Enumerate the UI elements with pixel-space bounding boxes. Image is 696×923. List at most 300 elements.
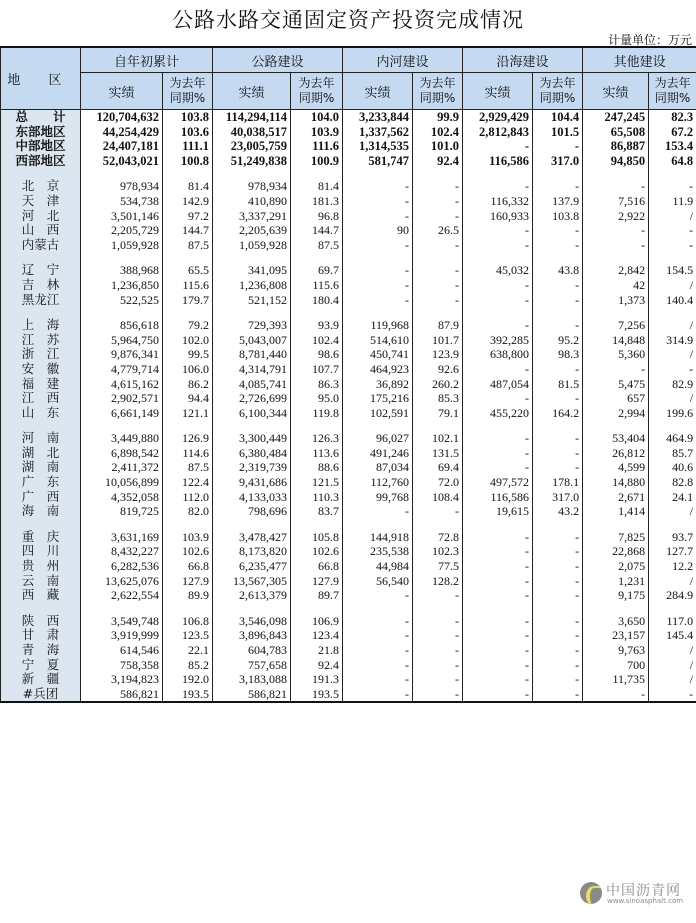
percent-cell: 22.1 (163, 643, 213, 658)
value-cell: - (463, 446, 533, 461)
value-cell: 1,059,928 (213, 238, 291, 253)
table-row (1, 530, 696, 545)
value-cell (213, 420, 291, 431)
percent-cell: 164.2 (533, 406, 583, 421)
value-cell: 5,475 (583, 377, 649, 392)
percent-cell: 65.5 (163, 263, 213, 278)
region-cell: 天 津 (1, 194, 81, 209)
value-cell: 4,352,058 (81, 490, 163, 505)
percent-cell: 99.9 (413, 110, 463, 125)
value-cell: 2,319,739 (213, 460, 291, 475)
percent-cell: 112.0 (163, 490, 213, 505)
subheader-pct-line1: 为去年 (419, 76, 456, 90)
value-cell: 52,043,021 (81, 154, 163, 169)
percent-cell: 193.5 (291, 687, 343, 703)
value-cell: 3,650 (583, 614, 649, 629)
value-cell: - (343, 293, 413, 308)
value-cell: 14,880 (583, 475, 649, 490)
region-cell: 贵 州 (1, 559, 81, 574)
value-cell (81, 420, 163, 431)
percent-cell: 123.9 (413, 347, 463, 362)
percent-cell (533, 307, 583, 318)
percent-cell (533, 603, 583, 614)
percent-cell: 106.0 (163, 362, 213, 377)
percent-cell: - (413, 263, 463, 278)
percent-cell: - (533, 614, 583, 629)
subheader-pct-line1: 为去年 (539, 76, 576, 90)
percent-cell: 98.3 (533, 347, 583, 362)
value-cell: - (343, 194, 413, 209)
spacer-row (1, 603, 696, 614)
value-cell: 3,546,098 (213, 614, 291, 629)
percent-cell (163, 307, 213, 318)
percent-cell: - (533, 179, 583, 194)
percent-cell: 140.4 (649, 293, 696, 308)
value-cell: 700 (583, 658, 649, 673)
percent-cell: 79.1 (413, 406, 463, 421)
percent-cell: 72.8 (413, 530, 463, 545)
spacer-row (1, 307, 696, 318)
value-cell: - (343, 278, 413, 293)
value-cell: 247,245 (583, 110, 649, 125)
table-row (1, 179, 696, 194)
percent-cell: 66.8 (163, 559, 213, 574)
percent-cell: 121.1 (163, 406, 213, 421)
value-cell: - (463, 391, 533, 406)
value-cell (81, 519, 163, 530)
percent-cell: - (413, 588, 463, 603)
percent-cell: 122.4 (163, 475, 213, 490)
value-cell (463, 420, 533, 431)
percent-cell: 144.7 (163, 223, 213, 238)
value-cell: 3,631,169 (81, 530, 163, 545)
value-cell: 114,294,114 (213, 110, 291, 125)
value-cell: 119,968 (343, 318, 413, 333)
region-cell: 山 东 (1, 406, 81, 421)
value-cell: 2,994 (583, 406, 649, 421)
percent-cell: 40.6 (649, 460, 696, 475)
percent-cell: 192.0 (163, 672, 213, 687)
percent-cell (291, 307, 343, 318)
value-cell (463, 519, 533, 530)
region-cell: 福 建 (1, 377, 81, 392)
percent-cell: - (413, 658, 463, 673)
percent-cell: 126.9 (163, 431, 213, 446)
percent-cell (649, 168, 696, 179)
percent-cell: 191.3 (291, 672, 343, 687)
value-cell: 96,027 (343, 431, 413, 446)
value-cell: - (463, 278, 533, 293)
percent-cell: - (533, 672, 583, 687)
percent-cell: 181.3 (291, 194, 343, 209)
value-cell: 112,760 (343, 475, 413, 490)
region-cell: 北 京 (1, 179, 81, 194)
value-cell: 1,373 (583, 293, 649, 308)
percent-cell (291, 252, 343, 263)
table-row (1, 406, 696, 421)
percent-cell: 137.9 (533, 194, 583, 209)
percent-cell (163, 519, 213, 530)
subheader-actual: 实绩 (583, 73, 649, 110)
value-cell (583, 252, 649, 263)
table-row (1, 333, 696, 348)
percent-cell: 142.9 (163, 194, 213, 209)
value-cell: - (463, 238, 533, 253)
value-cell: 4,779,714 (81, 362, 163, 377)
spacer-row (1, 252, 696, 263)
table-row (1, 574, 696, 589)
percent-cell: 284.9 (649, 588, 696, 603)
table-row (1, 672, 696, 687)
value-cell: 581,747 (343, 154, 413, 169)
percent-cell: 145.4 (649, 628, 696, 643)
percent-cell: 260.2 (413, 377, 463, 392)
subheader-pct-line2: 同期% (298, 91, 335, 105)
value-cell: 4,615,162 (81, 377, 163, 392)
table-body (1, 110, 696, 703)
subheader-yoy-percent (163, 73, 213, 110)
subheader-pct-line2: 同期% (169, 91, 206, 105)
value-cell: - (583, 238, 649, 253)
value-cell: 26,812 (583, 446, 649, 461)
value-cell: 514,610 (343, 333, 413, 348)
percent-cell: 24.1 (649, 490, 696, 505)
group-header-highway: 公路建设 (213, 47, 343, 73)
region-cell: 四 川 (1, 544, 81, 559)
percent-cell: - (649, 362, 696, 377)
region-cell: 云 南 (1, 574, 81, 589)
percent-cell: 81.4 (163, 179, 213, 194)
value-cell: 521,152 (213, 293, 291, 308)
percent-cell: 193.5 (163, 687, 213, 703)
value-cell: 3,501,146 (81, 209, 163, 224)
percent-cell: 104.4 (533, 110, 583, 125)
subheader-actual: 实绩 (213, 73, 291, 110)
value-cell: 9,763 (583, 643, 649, 658)
value-cell: 7,516 (583, 194, 649, 209)
value-cell: 2,812,843 (463, 125, 533, 140)
percent-cell: - (533, 544, 583, 559)
percent-cell: - (413, 614, 463, 629)
percent-cell: 111.6 (291, 139, 343, 154)
region-cell: 浙 江 (1, 347, 81, 362)
percent-cell (413, 168, 463, 179)
value-cell: - (583, 687, 649, 703)
percent-cell (163, 252, 213, 263)
percent-cell: 66.8 (291, 559, 343, 574)
percent-cell: 101.5 (533, 125, 583, 140)
region-cell: 吉 林 (1, 278, 81, 293)
percent-cell: - (413, 278, 463, 293)
percent-cell: 199.6 (649, 406, 696, 421)
subheader-pct-line2: 同期% (654, 91, 691, 105)
value-cell: - (463, 460, 533, 475)
value-cell: 11,735 (583, 672, 649, 687)
value-cell: 1,236,850 (81, 278, 163, 293)
value-cell: - (583, 362, 649, 377)
value-cell: 6,898,542 (81, 446, 163, 461)
subheader-actual: 实绩 (81, 73, 163, 110)
value-cell: 8,432,227 (81, 544, 163, 559)
percent-cell: - (533, 223, 583, 238)
percent-cell: / (649, 504, 696, 519)
percent-cell: - (533, 318, 583, 333)
percent-cell: 92.4 (291, 658, 343, 673)
subheader-pct-line2: 同期% (539, 91, 576, 105)
value-cell: 534,738 (81, 194, 163, 209)
value-cell: - (463, 362, 533, 377)
value-cell: 491,246 (343, 446, 413, 461)
value-cell: 56,540 (343, 574, 413, 589)
percent-cell: 317.0 (533, 490, 583, 505)
percent-cell (533, 252, 583, 263)
percent-cell: 117.0 (649, 614, 696, 629)
percent-cell: 82.3 (649, 110, 696, 125)
percent-cell (291, 168, 343, 179)
value-cell: 586,821 (213, 687, 291, 703)
value-cell: 856,618 (81, 318, 163, 333)
percent-cell: 102.4 (413, 125, 463, 140)
group-header-coastal: 沿海建设 (463, 47, 583, 73)
subheader-pct-line2: 同期% (419, 91, 456, 105)
percent-cell: 101.7 (413, 333, 463, 348)
percent-cell: 95.0 (291, 391, 343, 406)
value-cell: 13,625,076 (81, 574, 163, 589)
value-cell: - (463, 658, 533, 673)
percent-cell: 123.4 (291, 628, 343, 643)
value-cell: 4,314,791 (213, 362, 291, 377)
region-cell: 东部地区 (1, 125, 81, 140)
value-cell: 42 (583, 278, 649, 293)
value-cell (463, 603, 533, 614)
value-cell: 3,194,823 (81, 672, 163, 687)
summary-row (1, 110, 696, 125)
value-cell (213, 307, 291, 318)
percent-cell: - (533, 588, 583, 603)
value-cell: 3,549,748 (81, 614, 163, 629)
region-cell: 江 西 (1, 391, 81, 406)
value-cell (81, 307, 163, 318)
value-cell: 8,781,440 (213, 347, 291, 362)
percent-cell (291, 603, 343, 614)
table-row (1, 209, 696, 224)
value-cell: 160,933 (463, 209, 533, 224)
percent-cell: - (533, 293, 583, 308)
percent-cell: 121.5 (291, 475, 343, 490)
percent-cell: 108.4 (413, 490, 463, 505)
region-cell: 黑龙江 (1, 293, 81, 308)
percent-cell: 102.4 (291, 333, 343, 348)
percent-cell: 119.8 (291, 406, 343, 421)
value-cell: 2,075 (583, 559, 649, 574)
value-cell: 6,380,484 (213, 446, 291, 461)
value-cell: 1,314,535 (343, 139, 413, 154)
percent-cell: - (533, 362, 583, 377)
page-title: 公路水路交通固定资产投资完成情况 (172, 8, 524, 32)
percent-cell: 103.8 (533, 209, 583, 224)
region-cell: 河 北 (1, 209, 81, 224)
percent-cell: 93.9 (291, 318, 343, 333)
value-cell: 464,923 (343, 362, 413, 377)
percent-cell (533, 420, 583, 431)
watermark-url: www.sinoasphalt.com (607, 897, 684, 905)
value-cell: 13,567,305 (213, 574, 291, 589)
percent-cell: 100.8 (163, 154, 213, 169)
region-cell: 内蒙古 (1, 238, 81, 253)
value-cell: 86,887 (583, 139, 649, 154)
percent-cell: - (533, 530, 583, 545)
value-cell: 2,205,729 (81, 223, 163, 238)
percent-cell: 72.0 (413, 475, 463, 490)
percent-cell: 82.9 (649, 377, 696, 392)
value-cell: 2,902,571 (81, 391, 163, 406)
percent-cell: - (413, 628, 463, 643)
subheader-yoy-percent (413, 73, 463, 110)
percent-cell: 81.4 (291, 179, 343, 194)
table-row (1, 391, 696, 406)
percent-cell: 101.0 (413, 139, 463, 154)
region-cell: 宁 夏 (1, 658, 81, 673)
percent-cell: 92.4 (413, 154, 463, 169)
value-cell: 798,696 (213, 504, 291, 519)
value-cell: 3,337,291 (213, 209, 291, 224)
value-cell: - (463, 223, 533, 238)
percent-cell: 178.1 (533, 475, 583, 490)
value-cell: - (343, 643, 413, 658)
group-header-inland-waterway: 内河建设 (343, 47, 463, 73)
percent-cell (413, 307, 463, 318)
percent-cell: 105.8 (291, 530, 343, 545)
value-cell: 116,586 (463, 490, 533, 505)
percent-cell: 127.9 (163, 574, 213, 589)
region-cell: 青 海 (1, 643, 81, 658)
region-cell: 山 西 (1, 223, 81, 238)
value-cell: 3,919,999 (81, 628, 163, 643)
value-cell: 819,725 (81, 504, 163, 519)
percent-cell: - (413, 504, 463, 519)
value-cell: - (343, 209, 413, 224)
value-cell: 5,360 (583, 347, 649, 362)
table-row (1, 614, 696, 629)
percent-cell: 114.6 (163, 446, 213, 461)
value-cell: 758,358 (81, 658, 163, 673)
percent-cell: 102.6 (163, 544, 213, 559)
subheader-actual: 实绩 (463, 73, 533, 110)
value-cell (463, 252, 533, 263)
value-cell: 10,056,899 (81, 475, 163, 490)
value-cell: 9,876,341 (81, 347, 163, 362)
table-row (1, 628, 696, 643)
percent-cell: - (413, 687, 463, 703)
summary-row (1, 125, 696, 140)
percent-cell: 69.4 (413, 460, 463, 475)
value-cell: 65,508 (583, 125, 649, 140)
percent-cell: 110.3 (291, 490, 343, 505)
value-cell (463, 307, 533, 318)
percent-cell: - (413, 238, 463, 253)
region-cell: 江 苏 (1, 333, 81, 348)
percent-cell: - (533, 559, 583, 574)
percent-cell: 97.2 (163, 209, 213, 224)
subheader-yoy-percent (649, 73, 696, 110)
percent-cell: 179.7 (163, 293, 213, 308)
value-cell: 7,256 (583, 318, 649, 333)
percent-cell (163, 603, 213, 614)
value-cell: 638,800 (463, 347, 533, 362)
table-row (1, 460, 696, 475)
percent-cell (163, 168, 213, 179)
value-cell: 5,964,750 (81, 333, 163, 348)
percent-cell (413, 519, 463, 530)
percent-cell: - (413, 209, 463, 224)
percent-cell: 123.5 (163, 628, 213, 643)
value-cell: - (463, 431, 533, 446)
percent-cell: 85.2 (163, 658, 213, 673)
percent-cell: 89.9 (163, 588, 213, 603)
value-cell: - (343, 628, 413, 643)
value-cell: - (463, 293, 533, 308)
percent-cell: 85.7 (649, 446, 696, 461)
value-cell: 604,783 (213, 643, 291, 658)
value-cell: 120,704,632 (81, 110, 163, 125)
summary-row (1, 139, 696, 154)
value-cell: 522,525 (81, 293, 163, 308)
percent-cell (413, 420, 463, 431)
value-cell: - (463, 628, 533, 643)
value-cell: 1,231 (583, 574, 649, 589)
percent-cell (649, 519, 696, 530)
percent-cell: 87.5 (291, 238, 343, 253)
percent-cell: 99.5 (163, 347, 213, 362)
percent-cell: 102.1 (413, 431, 463, 446)
percent-cell: 128.2 (413, 574, 463, 589)
percent-cell: 314.9 (649, 333, 696, 348)
percent-cell: 21.8 (291, 643, 343, 658)
percent-cell (649, 307, 696, 318)
value-cell: 23,005,759 (213, 139, 291, 154)
percent-cell: 86.2 (163, 377, 213, 392)
value-cell: 450,741 (343, 347, 413, 362)
value-cell (213, 519, 291, 530)
value-cell: - (583, 179, 649, 194)
region-cell: 上 海 (1, 318, 81, 333)
percent-cell: - (649, 179, 696, 194)
percent-cell: - (533, 687, 583, 703)
subheader-actual: 实绩 (343, 73, 413, 110)
spacer-row (1, 168, 696, 179)
subheader-yoy-percent (533, 73, 583, 110)
value-cell: 1,236,808 (213, 278, 291, 293)
subheader-pct-line1: 为去年 (654, 76, 691, 90)
value-cell: 6,661,149 (81, 406, 163, 421)
value-cell: 40,038,517 (213, 125, 291, 140)
percent-cell: - (533, 628, 583, 643)
investment-table (0, 46, 696, 703)
percent-cell: - (649, 223, 696, 238)
road-logo-icon (580, 882, 602, 904)
spacer-row (1, 519, 696, 530)
percent-cell: 115.6 (291, 278, 343, 293)
percent-cell: 11.9 (649, 194, 696, 209)
percent-cell: - (533, 431, 583, 446)
value-cell (343, 603, 413, 614)
value-cell: - (343, 504, 413, 519)
value-cell: 497,572 (463, 475, 533, 490)
table-row (1, 263, 696, 278)
percent-cell: 92.6 (413, 362, 463, 377)
region-cell: 重 庆 (1, 530, 81, 545)
value-cell: 53,404 (583, 431, 649, 446)
